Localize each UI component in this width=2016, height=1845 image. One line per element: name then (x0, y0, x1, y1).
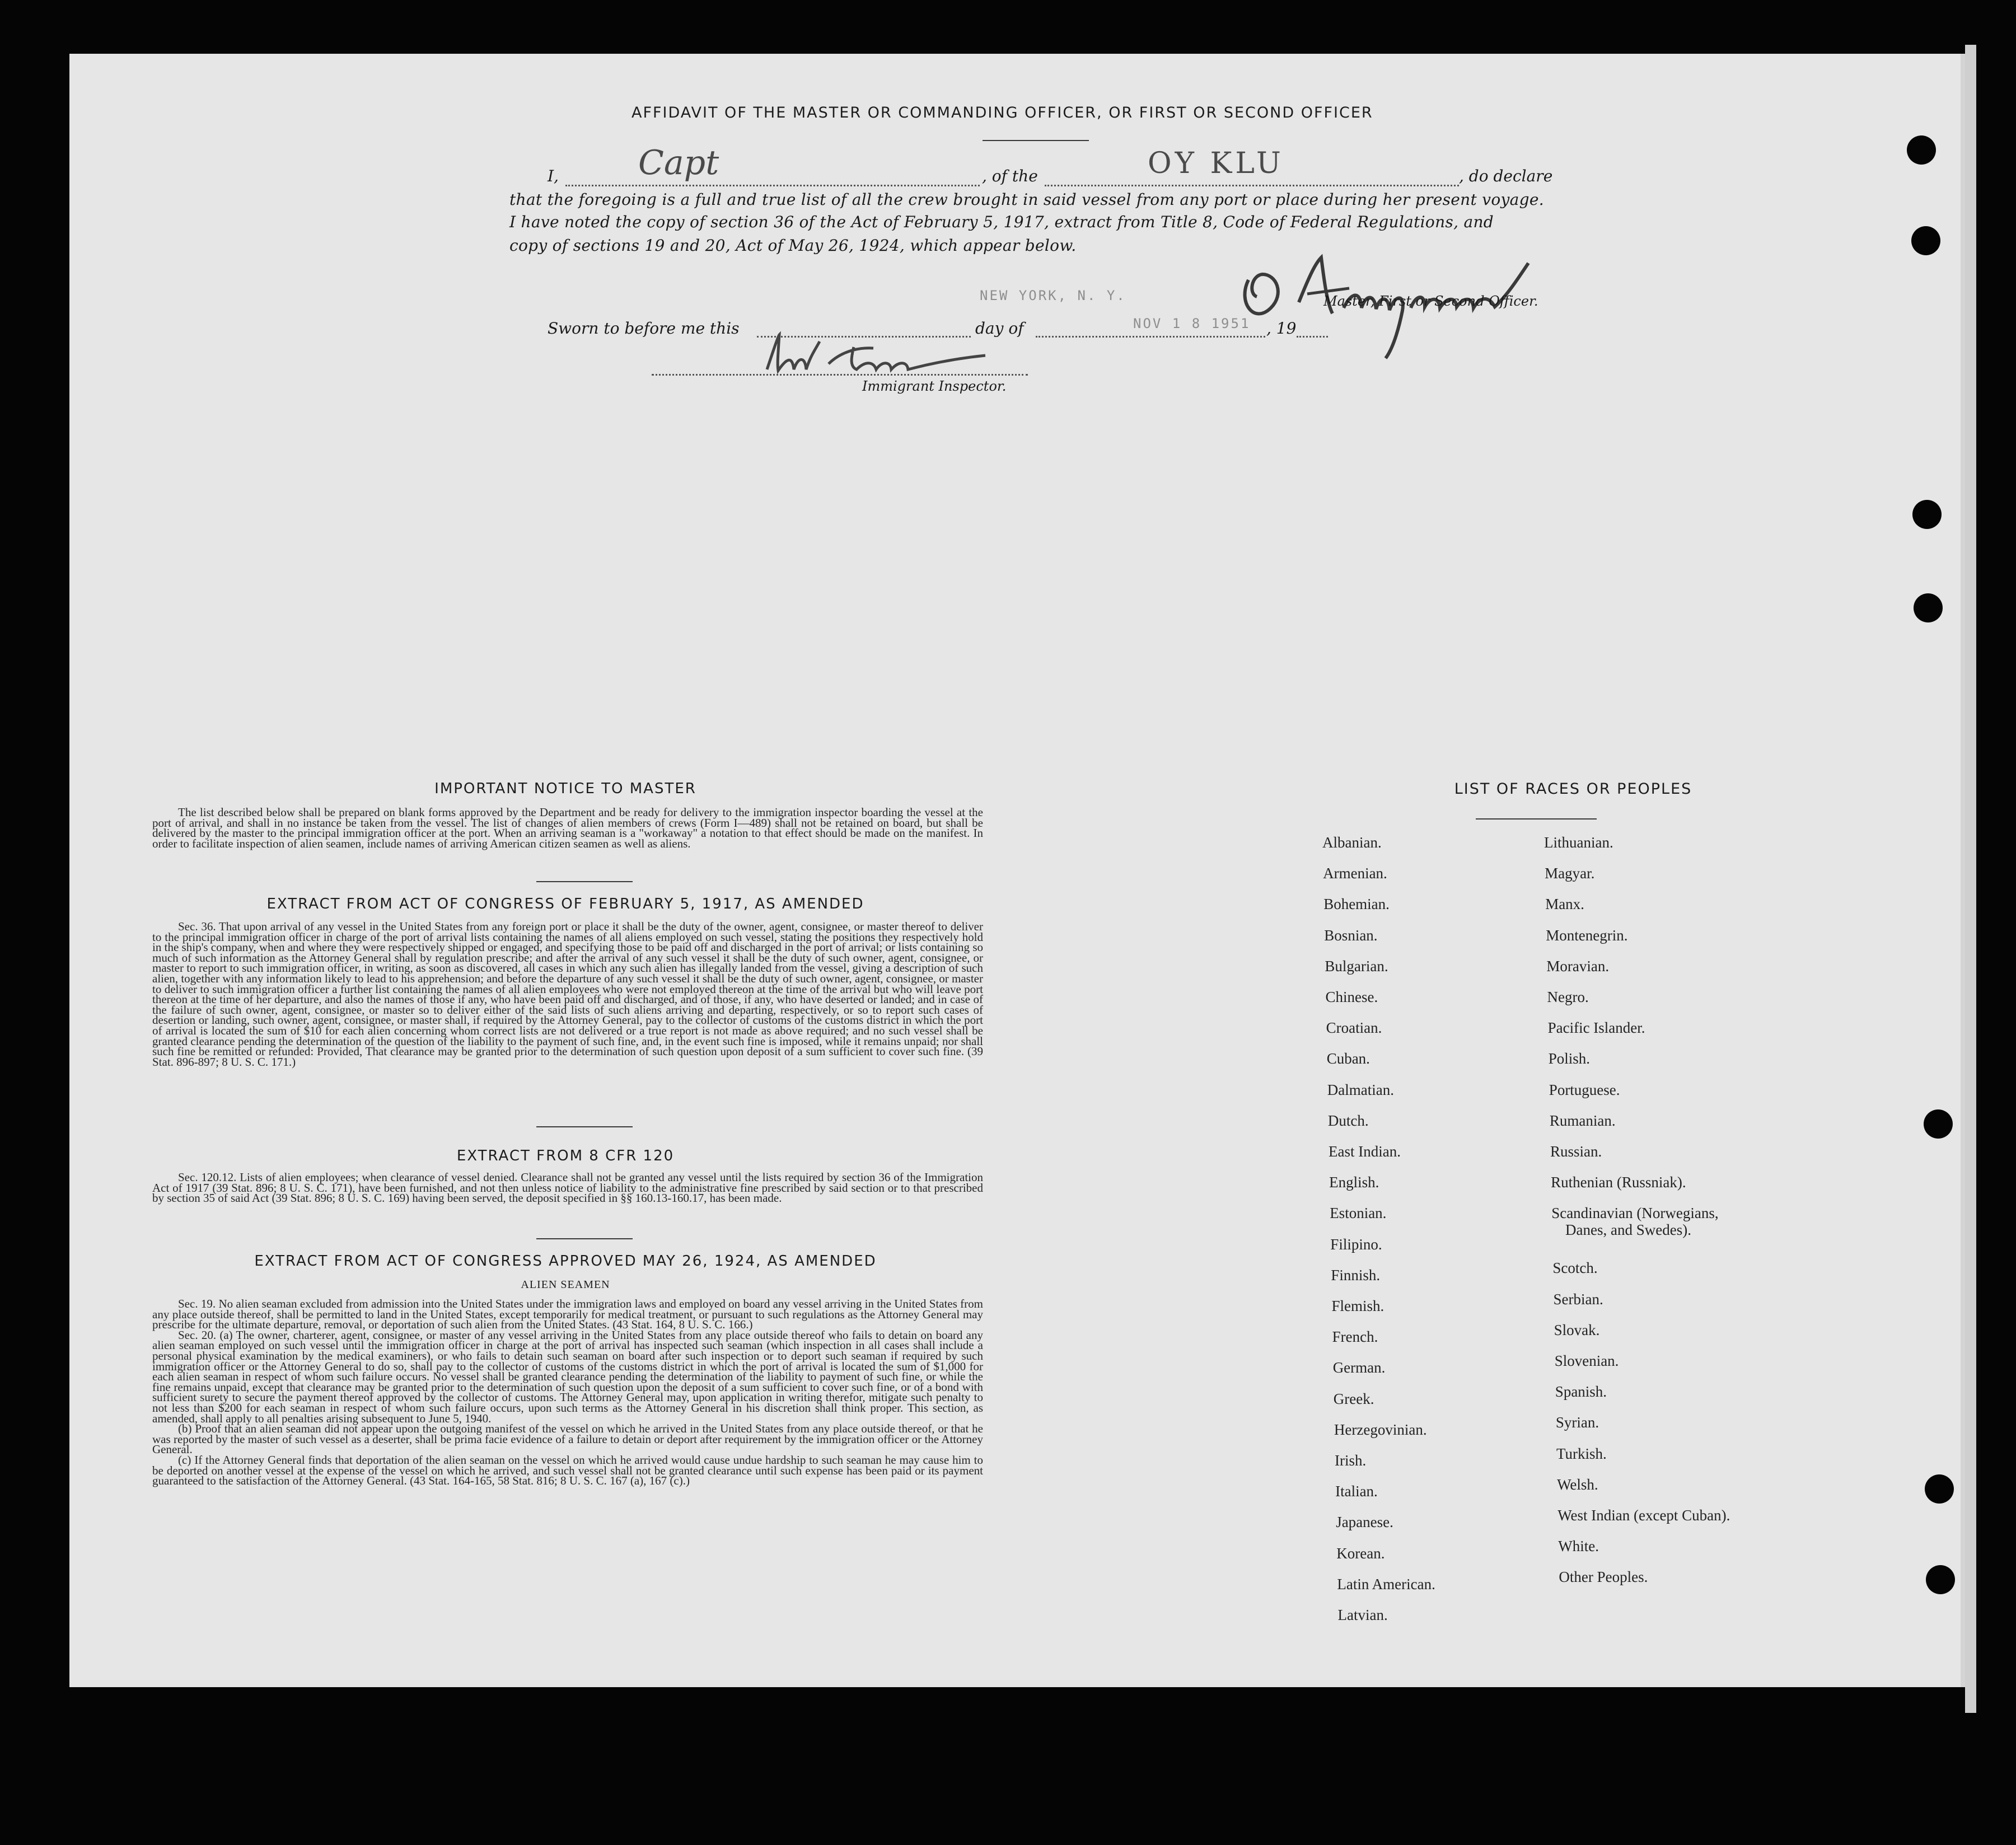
extract-1924-text (152, 1299, 983, 1486)
race-item: Filipino. (1330, 1235, 1382, 1253)
race-item: West Indian (except Cuban). (1557, 1507, 1730, 1524)
race-item: Dutch. (1327, 1112, 1369, 1129)
race-item: Scotch. (1552, 1259, 1598, 1277)
affidavit-text-line: that the foregoing is a full and true list of all the crew brought in said vessel from any port or place during her present voyage. (509, 190, 1544, 209)
year-line (1297, 336, 1328, 338)
punch-hole (1925, 1474, 1954, 1504)
punch-hole (1926, 1565, 1955, 1594)
sec-120-paragraph: Sec. 120.12. Lists of alien employees; when clearance of vessel denied. Clearance shall not be granted any vessel until the lists required by section 36 of the Immigration Act of 1917 (39 Stat. 896; 8 U. S. C. 171), have been furnished, and not then unless notice of liability to the administrative fine prescribed by said section or to that prescribed by section 35 of said Act (39 Stat. 896; 8 U. S. C. 169) having been served, the deposit specified in §§ 160.13-160.17, has been made. (152, 1170, 983, 1205)
race-item: Flemish. (1331, 1298, 1384, 1314)
alien-seamen-subtitle: ALIEN SEAMEN (521, 1279, 610, 1291)
declarant-prefix: I, (548, 167, 559, 185)
name-line (565, 185, 980, 186)
notice-text (152, 807, 983, 849)
race-item: Negro. (1547, 989, 1589, 1005)
punch-hole (1907, 135, 1936, 165)
race-item: English. (1329, 1174, 1379, 1191)
race-item: Serbian. (1553, 1290, 1603, 1308)
punch-hole (1912, 500, 1942, 529)
extract-cfr-text (152, 1172, 983, 1204)
race-item: East Indian. (1329, 1143, 1401, 1160)
race-item: Latvian. (1337, 1607, 1388, 1623)
race-item: Ruthenian (Russniak). (1551, 1174, 1686, 1191)
race-item: Danes, and Swedes). (1565, 1221, 1691, 1239)
race-item: Syrian. (1555, 1414, 1599, 1431)
race-item: White. (1558, 1538, 1599, 1555)
race-item: Montenegrin. (1546, 926, 1628, 944)
extract-1917-title: EXTRACT FROM ACT OF CONGRESS OF FEBRUARY 5, 1917, AS AMENDED (266, 896, 864, 912)
notice-paragraph: The list described below shall be prepared on blank forms approved by the Department and be ready for delivery to the immigration inspector boarding the vessel at the port of arrival, and shall in no instance be taken from the vessel. The list of changes of alien members of crews (Form I—489) shall not be retained on board, but shall be delivered by the master to the principal immigration officer at the port. When an arriving seaman is a "workaway" a notation to that effect should be made on the manifest. In order to facilitate inspection of alien seamen, include names of arriving American citizen seamen as well as aliens. (152, 806, 983, 850)
sheet-edge (1965, 45, 1976, 1713)
race-item: Scandinavian (Norwegians, (1551, 1205, 1719, 1222)
sec-36-paragraph: Sec. 36. That upon arrival of any vessel in the United States from any foreign port or place it shall be the duty of the owner, agent, consignee, or master thereof to deliver to the principal immigration officer in charge of the port of arrival lists containing the names of all aliens employed on such vessel, stating the positions they respectively hold in the ship's company, when and where they were respectively shipped or engaged, and specifying those to be paid off and discharged in the port of arrival; or lists containing so much of such information as the Attorney General shall by regulation prescribe; and after the arrival of any such vessel it shall be the duty of such owner, agent, consignee, or master to report to such immigration officer, in writing, as soon as discovered, all cases in which any such alien has illegally landed from the vessel, giving a description of such alien, together with any information likely to lead to his apprehension; and before the departure of any such vessel it shall be the duty of such owner, agent, consignee, or master to deliver to such immigration officer a further list containing the names of all alien employees who were not employed thereon at the time of the arrival but who will leave port thereon at the time of her departure, and also the names of those if any, who have been paid off and discharged, and of those, if any, who have deserted or landed; and in case of the failure of such owner, agent, consignee, or master so to deliver either of the said lists of such aliens arriving and departing, respectively, or so to report such cases of desertion or landing, such owner, agent, consignee, or master shall, if required by the Attorney General, pay to the collector of customs of the customs district in which the port of arrival is located the sum of $10 for each alien concerning whom correct lists are not delivered or a true report is not made as above required; and no such vessel shall be granted clearance pending the determination of the question of the liability to the payment of such fine, and, in the event such fine is imposed, while it remains unpaid; nor shall such fine be remitted or refunded: Provided, That clearance may be granted prior to the determination of such question upon deposit of a sum sufficient to cover such fine. (39 Stat. 896-897; 8 U. S. C. 171.) (152, 920, 983, 1069)
punch-hole (1924, 1109, 1953, 1139)
race-item: Armenian. (1323, 865, 1387, 882)
race-item: Albanian. (1322, 834, 1382, 851)
declarant-name: Capt (638, 143, 719, 182)
race-item: Polish. (1548, 1050, 1590, 1067)
race-item: Chinese. (1325, 989, 1378, 1005)
race-item: Croatian. (1326, 1019, 1382, 1037)
affidavit-text-line: I have noted the copy of section 36 of the Act of February 5, 1917, extract from Title 8, Code of Federal Regulations, and (509, 213, 1494, 231)
race-item: Cuban. (1326, 1050, 1370, 1067)
sec-20c-paragraph: (c) If the Attorney General finds that deportation of the alien seaman on the vessel on which he arrived would cause undue hardship to such seaman he may cause him to be deported on another vessel at the expense of the vessel on which he arrived, and such vessel shall not be granted clearance until such expense has been paid or its payment guaranteed to the satisfaction of the Attorney General. (43 Stat. 164-165, 58 Stat. 816; 8 U. S. C. 167 (a), 167 (c).) (152, 1453, 983, 1488)
race-item: Finnish. (1331, 1266, 1381, 1284)
race-item: Pacific Islander. (1547, 1019, 1645, 1037)
races-title: LIST OF RACES OR PEOPLES (1454, 780, 1692, 798)
race-item: Moravian. (1546, 957, 1610, 975)
affidavit-text-line: copy of sections 19 and 20, Act of May 26, 1924, which appear below. (509, 236, 1077, 255)
year-label: , 19 (1266, 319, 1297, 338)
race-item: Slovenian. (1554, 1352, 1619, 1369)
race-item: Magyar. (1545, 865, 1595, 882)
race-item: Greek. (1333, 1390, 1374, 1407)
inspector-caption: Immigrant Inspector. (862, 378, 1007, 394)
notice-title: IMPORTANT NOTICE TO MASTER (434, 780, 696, 797)
race-item: Japanese. (1336, 1514, 1393, 1531)
race-item: Slovak. (1554, 1321, 1600, 1338)
race-item: Dalmatian. (1327, 1081, 1395, 1098)
race-item: Manx. (1545, 896, 1584, 913)
day-of-label: day of (975, 319, 1024, 338)
divider (1476, 818, 1597, 820)
divider (536, 1238, 633, 1239)
race-item: Rumanian. (1549, 1112, 1616, 1129)
punch-hole (1914, 593, 1943, 622)
race-item: Portuguese. (1549, 1081, 1620, 1098)
vessel-line (1045, 185, 1459, 186)
race-item: German. (1332, 1359, 1386, 1376)
punch-hole (1911, 226, 1940, 255)
race-item: Estonian. (1330, 1205, 1387, 1222)
stamp-date: NOV 1 8 1951 (1133, 316, 1251, 331)
declare-label: , do declare (1459, 167, 1553, 185)
race-item: Irish. (1335, 1452, 1367, 1469)
race-item: Other Peoples. (1559, 1568, 1648, 1586)
extract-1924-title: EXTRACT FROM ACT OF CONGRESS APPROVED MAY 26, 1924, AS AMENDED (254, 1253, 877, 1270)
race-item: Lithuanian. (1544, 834, 1613, 851)
sec-19-paragraph: Sec. 19. No alien seaman excluded from admission into the United States under the immigration laws and employed on board any vessel arriving in the United States from any place outside thereof, shall be permitted to land in the United States, except temporarily for medical treatment, or pursuant to such regulations as the Attorney General may prescribe for the ultimate departure, removal, or deportation of such alien from the United States. (43 Stat. 164, 8 U. S. C. 166.) (152, 1297, 983, 1332)
race-item: Bulgarian. (1325, 957, 1388, 975)
race-item: Russian. (1550, 1143, 1602, 1160)
month-line (1036, 336, 1265, 338)
sworn-label: Sworn to before me this (548, 319, 740, 338)
master-caption: Master, First or Second Officer. (1323, 293, 1538, 309)
vessel-name: OY KLU (1148, 147, 1284, 180)
inspector-line (652, 374, 1028, 376)
race-item: French. (1332, 1328, 1378, 1346)
extract-1917-text (152, 921, 983, 1067)
race-item: Latin American. (1337, 1575, 1435, 1593)
race-item: Turkish. (1556, 1445, 1607, 1462)
of-the-label: , of the (982, 167, 1038, 185)
race-item: Welsh. (1557, 1476, 1598, 1493)
affidavit-title: AFFIDAVIT OF THE MASTER OR COMMANDING OFFICER, OR FIRST OR SECOND OFFICER (632, 104, 1373, 121)
divider (983, 140, 1089, 141)
race-item: Italian. (1335, 1483, 1378, 1500)
sec-20b-paragraph: (b) Proof that an alien seaman did not appear upon the outgoing manifest of the vessel on which he arrived in the United States from any place outside thereof, or that he was reported by the master of such vessel as a deserter, shall be prima facie evidence of a failure to detain or deport after requirement by the immigration officer or the Attorney General. (152, 1422, 983, 1457)
stamp-place: NEW YORK, N. Y. (980, 288, 1126, 303)
race-item: Korean. (1336, 1544, 1385, 1562)
divider (536, 1126, 633, 1127)
divider (536, 881, 633, 882)
race-item: Bohemian. (1323, 896, 1390, 913)
extract-cfr-title: EXTRACT FROM 8 CFR 120 (456, 1148, 675, 1164)
sec-20a-paragraph: Sec. 20. (a) The owner, charterer, agent, consignee, or master of any vessel arriving in the United States from any place outside thereof who fails to detain on board any alien seaman employed on such vessel until the immigration officer in charge at the port of arrival has inspected such seaman (which inspection in all cases shall include a personal physical examination by the medical examiners), or who fails to detain such seaman on board after such inspection or to deport such seaman if required by such immigration officer or the Attorney General to do so, shall pay to the collector of customs of the customs district in which the port of arrival is located the sum of $1,000 for each alien seaman in respect of whom such failure occurs. No vessel shall be granted clearance pending the determination of the liability to payment of such fine, or while the fine remains unpaid, except that clearance may be granted prior to the determination of such question upon the deposit of a sum sufficient to cover such fine, or of a bond with sufficient surety to secure the payment thereof approved by the collector of customs. The Attorney General may, upon application in writing therefor, mitigate such penalty to not less than $200 for each seaman in respect of whom such failure occurs, upon such terms as the Attorney General in his discretion shall think proper. This section, as amended, shall apply to all penalties arising subsequent to June 5, 1940. (152, 1328, 983, 1425)
inspector-signature (761, 330, 997, 381)
race-item: Spanish. (1555, 1383, 1607, 1401)
race-item: Herzegovinian. (1334, 1421, 1427, 1438)
race-item: Bosnian. (1324, 926, 1378, 944)
